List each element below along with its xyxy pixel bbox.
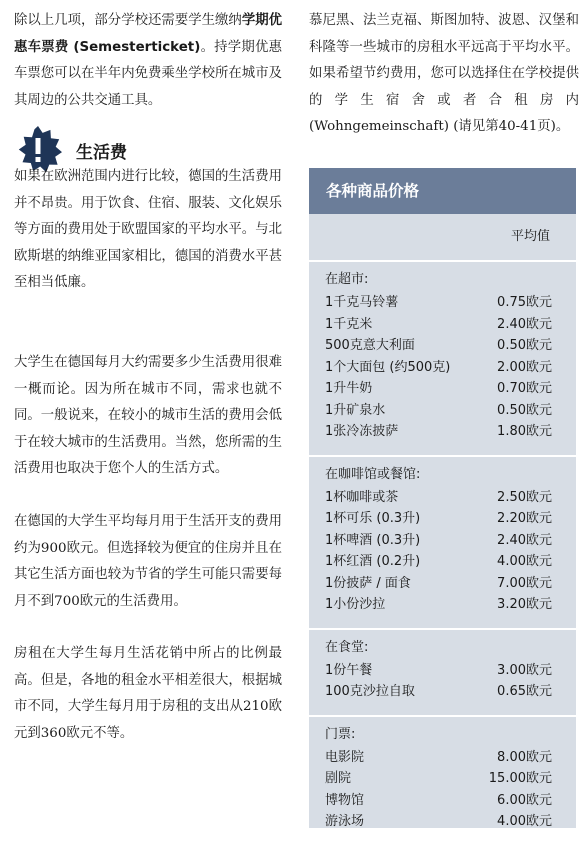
left-column — [14, 8, 282, 114]
item-label: 剧院 — [325, 771, 352, 786]
price-row — [325, 378, 552, 400]
price-row — [325, 573, 552, 595]
price-sections — [309, 260, 576, 845]
price-row — [325, 335, 552, 357]
price-row — [325, 660, 552, 682]
item-price: 6.00欧元 — [497, 792, 552, 808]
paragraph-2: 大学生在德国每月大约需要多少生活费用很难一概而论。因为所在城市不同，需求也就不同。一般说来，在较小的城市生活的费用会低于在较大城市的生活费用。当然，您所需的生活费用也取决于您个人的生活方式。 — [14, 355, 282, 476]
price-row — [325, 292, 552, 314]
rent-paragraph: 慕尼黑、法兰克福、斯图加特、波恩、汉堡和科隆等一些城市的房租水平远高于平均水平。如果希望节约费用，您可以选择住在学校提供的学生宿舍或者合租房内 (Wohngemeinschaft) (请见第40-41页)。 — [309, 13, 579, 134]
item-label: 1杯可乐 (0.3升) — [325, 511, 421, 526]
price-section — [309, 262, 576, 455]
price-row — [325, 768, 552, 790]
item-label: 电影院 — [325, 749, 365, 765]
paragraph-4: 房租在大学生每月生活花销中所占的比例最高。但是，各地的租金水平相差很大，根据城市不同，大学生每月用于房租的支出从210欧元到360欧元不等。 — [14, 646, 282, 741]
item-label: 100克沙拉自取 — [325, 684, 415, 699]
item-label: 1杯红酒 (0.2升) — [325, 554, 421, 569]
item-label: 游泳场 — [325, 814, 365, 829]
average-column-header: 平均值 — [510, 229, 550, 244]
item-price: 4.00欧元 — [497, 554, 552, 569]
price-row — [325, 681, 552, 703]
price-row — [325, 594, 552, 616]
item-price: 2.20欧元 — [497, 511, 552, 526]
item-price: 2.00欧元 — [497, 359, 552, 375]
price-section — [309, 717, 576, 845]
item-price: 4.00欧元 — [497, 814, 552, 829]
item-label: 1千克米 — [325, 316, 373, 332]
price-row — [325, 790, 552, 812]
item-price: 0.50欧元 — [497, 402, 552, 418]
item-price: 0.70欧元 — [497, 381, 552, 396]
price-panel — [309, 168, 576, 828]
section-title: 在超市: — [325, 272, 369, 287]
price-row — [325, 314, 552, 336]
item-price: 0.65欧元 — [497, 684, 552, 699]
price-row — [325, 747, 552, 769]
item-price: 0.75欧元 — [497, 295, 552, 310]
item-price: 3.00欧元 — [497, 662, 552, 678]
price-row — [325, 421, 552, 443]
intro-text-end: 。持学期优惠车票您可以在半年内免费乘坐学校所在城市及其周边的公共交通工具。 — [14, 39, 282, 108]
item-label: 1份午餐 — [325, 662, 373, 678]
item-price: 2.40欧元 — [497, 316, 552, 332]
item-label: 1升矿泉水 — [325, 402, 386, 418]
item-price: 1.80欧元 — [497, 424, 552, 439]
intro-paragraph — [14, 8, 282, 114]
price-row — [325, 400, 552, 422]
item-label: 500克意大利面 — [325, 338, 415, 353]
right-column-text — [309, 8, 579, 141]
price-row — [325, 508, 552, 530]
paragraph-3: 在德国的大学生平均每月用于生活开支的费用约为900欧元。但选择较为便宜的住房并且在其它生活方面也较为节省的学生可能只需要每月不到700欧元的生活费用。 — [14, 514, 282, 609]
item-label: 1小份沙拉 — [325, 597, 386, 612]
item-label: 1个大面包 (约500克) — [325, 359, 451, 375]
item-label: 博物馆 — [325, 792, 365, 808]
paragraph-1: 如果在欧洲范围内进行比较，德国的生活费用并不昂贵。用于饮食、住宿、服装、文化娱乐等方面的费用处于欧盟国家的平均水平。与北欧斯堪的纳维亚国家相比，德国的消费水平甚至相当低廉。 — [14, 169, 282, 290]
item-label: 1千克马铃薯 — [325, 295, 399, 310]
item-label: 1杯啤酒 (0.3升) — [325, 532, 421, 548]
price-row — [325, 811, 552, 833]
price-row — [325, 357, 552, 379]
price-row — [325, 487, 552, 509]
item-price: 2.50欧元 — [497, 489, 552, 505]
item-price: 3.20欧元 — [497, 597, 552, 612]
price-row — [325, 551, 552, 573]
price-row — [325, 530, 552, 552]
item-price: 15.00欧元 — [488, 771, 552, 786]
semesterticket-term: 学期优惠车票费 (Semesterticket) — [14, 13, 283, 55]
item-price: 2.40欧元 — [497, 532, 552, 548]
price-section — [309, 457, 576, 628]
heading-title: 生活费 — [76, 142, 127, 163]
price-section — [309, 630, 576, 715]
item-label: 1张冷冻披萨 — [325, 424, 399, 439]
section-title: 在食堂: — [325, 639, 369, 655]
intro-text-start: 除以上几项，部分学校还需要学生缴纳 — [14, 13, 242, 28]
item-label: 1升牛奶 — [325, 381, 373, 396]
panel-title: 各种商品价格 — [309, 168, 576, 214]
section-title: 门票: — [325, 726, 356, 742]
item-price: 8.00欧元 — [497, 749, 552, 765]
item-price: 7.00欧元 — [497, 575, 552, 591]
item-price: 0.50欧元 — [497, 338, 552, 353]
section-title: 在咖啡馆或餐馆: — [325, 466, 421, 482]
item-label: 1杯咖啡或茶 — [325, 489, 399, 505]
item-label: 1份披萨 / 面食 — [325, 575, 411, 591]
